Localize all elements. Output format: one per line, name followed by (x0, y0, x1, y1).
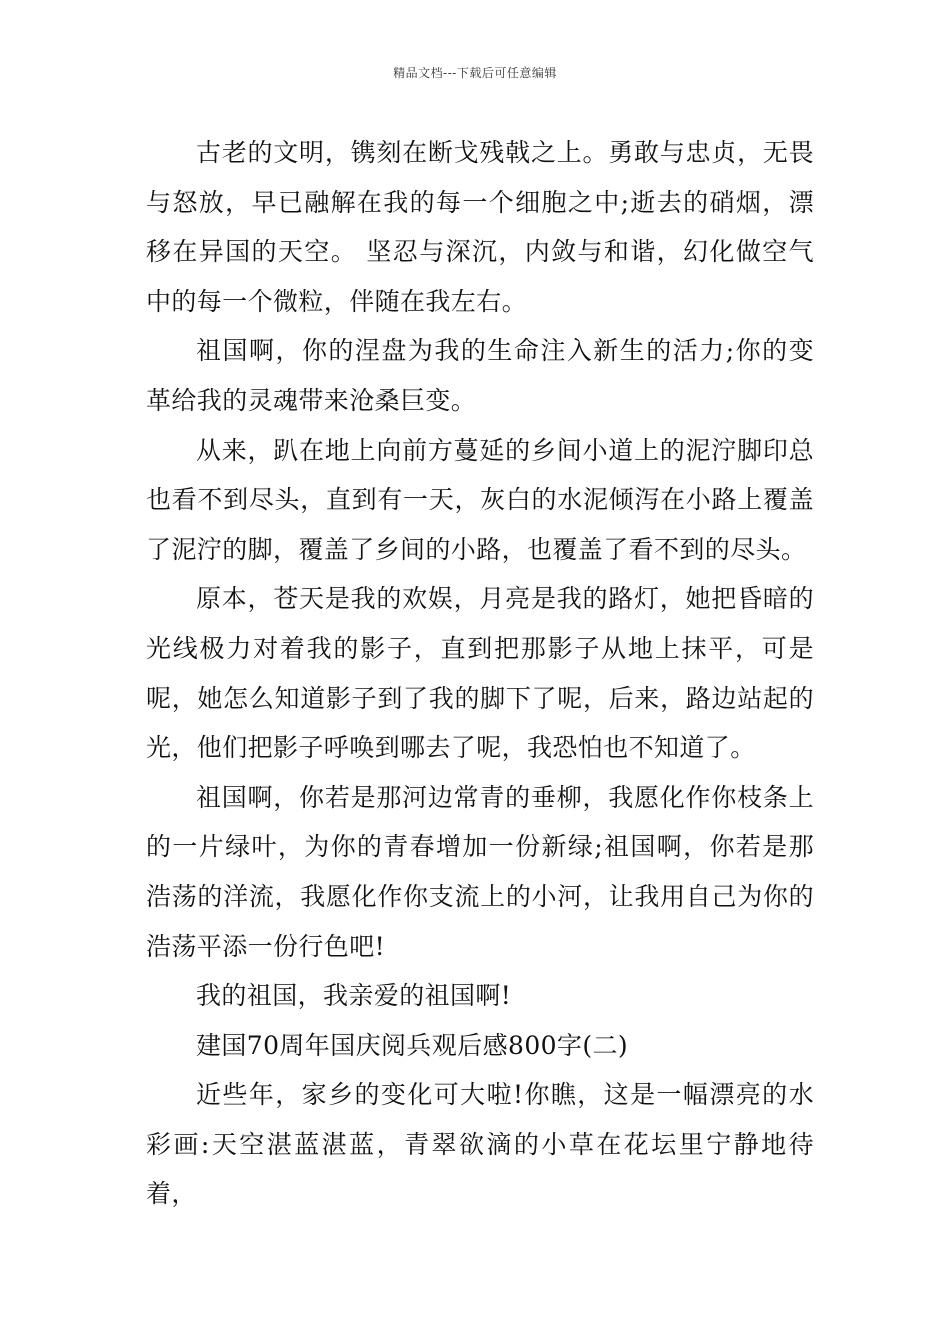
paragraph-7: 近些年，家乡的变化可大啦!你瞧，这是一幅漂亮的水彩画:天空湛蓝湛蓝，青翠欲滴的小草在花坛里宁静地待着， (146, 1080, 814, 1209)
paragraph-1: 古老的文明，镌刻在断戈残戟之上。勇敢与忠贞，无畏与怒放，早已融解在我的每一个细胞之中;逝去的硝烟，漂移在异国的天空。 坚忍与深沉，内敛与和谐，幻化做空气中的每一个微粒，伴随在我左右。 (146, 138, 814, 316)
paragraph-4: 原本，苍天是我的欢娱，月亮是我的路灯，她把昏暗的光线极力对着我的影子，直到把那影子从地上抹平，可是呢，她怎么知道影子到了我的脚下了呢，后来，路边站起的光，他们把影子呼唤到哪去了呢，我恐怕也不知道了。 (146, 584, 814, 763)
paragraph-3: 从来，趴在地上向前方蔓延的乡间小道上的泥泞脚印总也看不到尽头，直到有一天，灰白的水泥倾泻在小路上覆盖了泥泞的脚，覆盖了乡间的小路，也覆盖了看不到的尽头。 (146, 435, 814, 564)
page-header: 精品文档---下载后可任意编辑 (393, 66, 557, 80)
section-heading: 建国70周年国庆阅兵观后感800字(二) (196, 1030, 629, 1060)
paragraph-2: 祖国啊，你的涅盘为我的生命注入新生的活力;你的变革给我的灵魂带来沧桑巨变。 (146, 336, 814, 415)
paragraph-6: 我的祖国，我亲爱的祖国啊! (196, 981, 512, 1011)
document-body (146, 128, 814, 1219)
paragraph-5: 祖国啊，你若是那河边常青的垂柳，我愿化作你枝条上的一片绿叶，为你的青春增加一份新绿;祖国啊，你若是那浩荡的洋流，我愿化作你支流上的小河，让我用自己为你的浩荡平添一份行色吧! (146, 782, 814, 961)
